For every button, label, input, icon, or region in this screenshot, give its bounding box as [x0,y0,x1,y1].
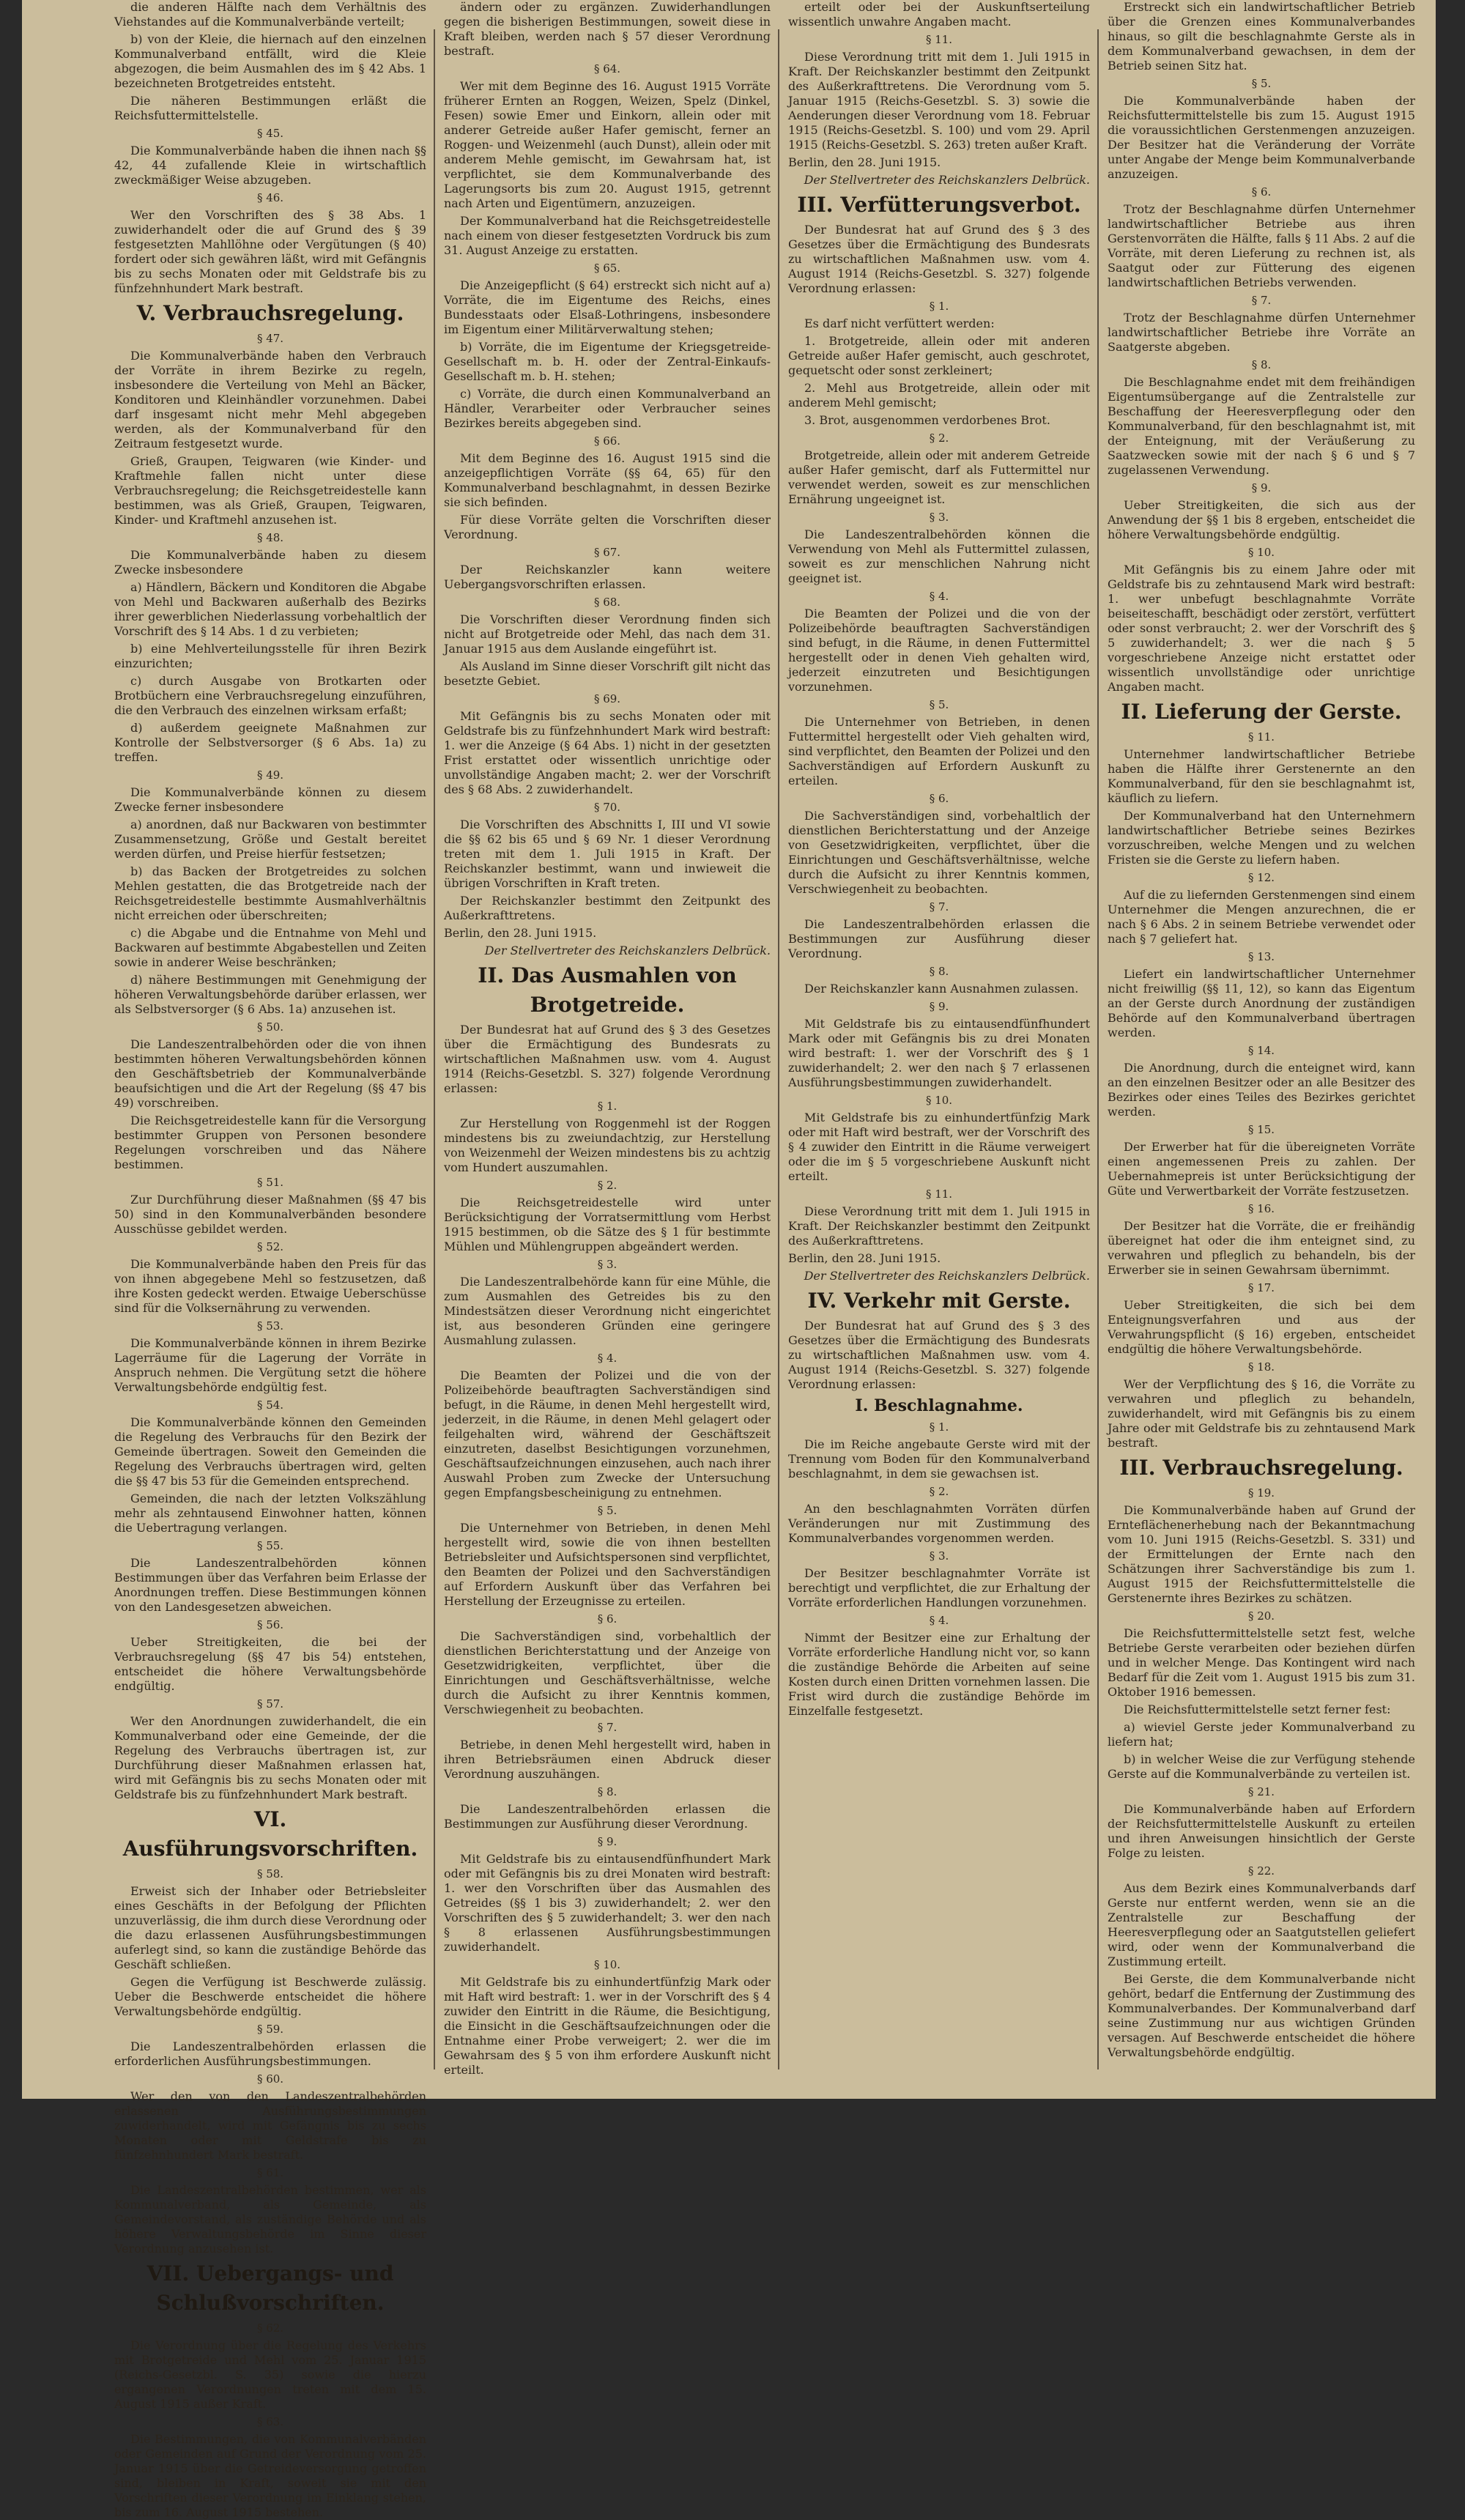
body-paragraph: Wer den von den Landeszentralbehörden erlassenen Ausführungsbestimmungen zuwiderhandelt, wird mit Gefängnis bis zu sechs Monaten oder mit Geldstrafe bis zu fünfzehnhundert Mark bestraft. [114,2089,426,2162]
paragraph-number: § 50. [256,1020,284,1034]
body-paragraph: Der Reichskanzler bestimmt den Zeitpunkt des Außerkrafttretens. [444,894,771,922]
body-paragraph: Die Reichsgetreidestelle wird unter Berücksichtigung der Vorratsermittlung vom Herbst 1915 bestimmen, ob die Sätze des § 1 für bestimmte Mühlen und Mühlengruppen abgeändert werden. [444,1196,771,1253]
body-paragraph: Liefert ein landwirtschaftlicher Unternehmer nicht freiwillig (§§ 11, 12), so kann das Eigentum an der Gerste durch Anordnung der zuständigen Behörde auf den Kommunalverband übertragen werden. [1108,967,1415,1040]
paragraph-number: § 9. [929,1000,949,1013]
body-paragraph: Wer mit dem Beginne des 16. August 1915 Vorräte früherer Ernten an Roggen, Weizen, Spelz (Dinkel, Fesen) sowie Emer und Einkorn, allein oder mit anderer Getreide außer Hafer gemischt, ferner an Roggen- und Weizenmehl (auch Dunst), allein oder mit anderem Mehle gemischt, im Gewahrsam hat, ist verpflichtet, sie dem Kommunalverbande des Lagerungsorts bis zum 20. August 1915, getrennt nach Arten und Eigentümern, anzuzeigen. [444,79,771,210]
body-paragraph: b) eine Mehlverteilungsstelle für ihren Bezirk einzurichten; [114,642,426,670]
body-paragraph: d) außerdem geeignete Maßnahmen zur Kontrolle der Selbstversorger (§ 6 Abs. 1a) zu treffen. [114,721,426,764]
body-paragraph: Die Unternehmer von Betrieben, in denen Futtermittel hergestellt oder Vieh gehalten wird, sind verpflichtet, den Beamten der Polizei und den Sachverständigen auf Erfordern Auskunft zu erteilen. [788,715,1090,788]
dateline: Berlin, den 28. Juni 1915. [788,1251,941,1265]
paragraph-number: § 56. [256,1618,284,1631]
paragraph-number: § 68. [593,596,621,609]
text-column-4 [1108,0,1415,2069]
body-paragraph: Gemeinden, die nach der letzten Volkszählung mehr als zehntausend Einwohner hatten, können die Uebertragung verlangen. [114,1491,426,1535]
body-paragraph: Der Besitzer beschlagnahmter Vorräte ist berechtigt und verpflichtet, die zur Erhaltung der Vorräte erforderlichen Handlungen vorzunehmen. [788,1566,1090,1609]
paragraph-number: § 10. [1247,546,1275,559]
paragraph-number: § 11. [925,1187,953,1201]
body-paragraph: Die Reichsgetreidestelle kann für die Versorgung bestimmter Gruppen von Personen besondere Regelungen vorschreiben und das Nähere bestimmen. [114,1113,426,1171]
body-paragraph: Der Erwerber hat für die übereigneten Vorräte einen angemessenen Preis zu zahlen. Der Uebernahmepreis ist unter Berücksichtigung der Güte und Verwertbarkeit der Vorräte festzusetzen. [1108,1140,1415,1198]
body-paragraph: b) von der Kleie, die hiernach auf den einzelnen Kommunalverband entfällt, wird die Kleie abgezogen, die beim Ausmahlen des im § 42 Abs. 1 bezeichneten Brotgetreides entsteht. [114,32,426,90]
body-paragraph: Der Bundesrat hat auf Grund des § 3 des Gesetzes über die Ermächtigung des Bundesrats zu wirtschaftlichen Maßnahmen usw. vom 4. August 1914 (Reichs-Gesetzbl. S. 327) folgende Verordnung erlassen: [788,223,1090,295]
body-paragraph: Die Kommunalverbände haben den Verbrauch der Vorräte in ihrem Bezirke zu regeln, insbesondere die Verteilung von Mehl an Bäcker, Konditoren und Kleinhändler vorzunehmen. Dabei darf insgesamt nicht mehr Mehl abgegeben werden, als der Kommunalverband für den Zeitraum festgesetzt wurde. [114,349,426,451]
body-paragraph: Die Verordnung über die Regelung des Verkehrs mit Brotgetreide und Mehl vom 25. Januar 1915 (Reichs-Gesetzbl. S. 35) sowie die hierzu ergangenen Verordnungen treten mit dem 15. August 1915 außer Kraft. [114,2338,426,2411]
paragraph-number: § 11. [925,33,953,46]
body-paragraph: Als Ausland im Sinne dieser Vorschrift gilt nicht das besetzte Gebiet. [444,659,771,688]
paragraph-number: § 66. [593,434,621,448]
body-paragraph: b) das Backen der Brotgetreides zu solchen Mehlen gestatten, die das Brotgetreide nach der Reichsgetreidestelle bestimmte Ausmahlverhältnis nicht erreichen oder überschreiten; [114,864,426,922]
paragraph-number: § 9. [1251,481,1272,494]
body-paragraph: Der Besitzer hat die Vorräte, die er freihändig übereignet hat oder die ihm enteignet sind, zu verwahren und pfleglich zu behandeln, bis der Erwerber sie in seinen Gewahrsam übernimmt. [1108,1219,1415,1277]
paragraph-number: § 5. [929,698,949,711]
paragraph-number: § 19. [1247,1486,1275,1500]
body-paragraph: Die Kommunalverbände haben der Reichsfuttermittelstelle bis zum 15. August 1915 die voraussichtlichen Gerstenmengen anzuzeigen. Der Besitzer hat die Veränderung der Vorräte unter Angabe der Menge beim Kommunalverbande anzuzeigen. [1108,94,1415,181]
newspaper-page [22,0,1436,2519]
body-paragraph: Der Reichskanzler kann Ausnahmen zulassen. [804,982,1079,996]
body-paragraph: Brotgetreide, allein oder mit anderem Getreide außer Hafer gemischt, darf als Futtermittel nur verwendet werden, soweit es zur menschlichen Ernährung ungeeignet ist. [788,448,1090,506]
paragraph-number: § 10. [593,1958,621,1971]
body-paragraph: Grieß, Graupen, Teigwaren (wie Kinder- und Kraftmehle fallen nicht unter diese Verbrauchsregelung; die Reichsgetreidestelle kann bestimmen, was als Grieß, Graupen, Teigwaren, Kinder- und Kraftmehl anzusehen ist. [114,454,426,527]
body-paragraph: 3. Brot, ausgenommen verdorbenes Brot. [804,413,1050,427]
paragraph-number: § 53. [256,1319,284,1333]
column-rule [778,29,779,2069]
paragraph-number: § 9. [597,1835,617,1848]
body-paragraph: Mit Geldstrafe bis zu eintausendfünfhundert Mark oder mit Gefängnis bis zu drei Monaten wird bestraft: 1. wer den Vorschriften über das Ausmahlen des Getreides (§§ 1 bis 3) zuwiderhandelt; 2. wer den Vorschriften des § 5 zuwiderhandelt; 3. wer den nach § 8 erlassenen Ausführungsbestimmungen zuwiderhandelt. [444,1852,771,1954]
body-paragraph: Die Landeszentralbehörden oder die von ihnen bestimmten höheren Verwaltungsbehörden können den Geschäftsbetrieb der Kommunalverbände beaufsichtigen und die Art der Regelung (§§ 47 bis 49) vorschreiben. [114,1037,426,1110]
paragraph-number: § 21. [1247,1785,1275,1798]
body-paragraph: a) anordnen, daß nur Backwaren von bestimmter Zusammensetzung, Größe und Gestalt bereitet werden dürfen, und Preise hierfür festsetzen; [114,818,426,861]
paragraph-number: § 48. [256,531,284,544]
body-paragraph: Die Bestimmungen, die von Kommunalverbänden oder Gemeinden auf Grund der Verordnung vom 25. Januar 1915 über die Getreideversorgung getroffen sind, bleiben in Kraft, soweit sie mit den Vorschriften dieser Verordnung im Einklang stehen, bis zum 16. August 1915 bestehen. [114,2432,426,2519]
signature-line: Der Stellvertreter des Reichskanzlers Delbrück. [804,173,1090,187]
body-paragraph: Die Beamten der Polizei und die von der Polizeibehörde beauftragten Sachverständigen sind befugt, in die Räume, in denen Mehl hergestellt wird, jederzeit, in die Räume, in denen Mehl gelagert oder feilgehalten wird, während der Geschäftszeit einzutreten, daselbst Besichtigungen vorzunehmen, Geschäftsaufzeichnungen einzusehen, auch nach ihrer Auswahl Proben zum Zwecke der Untersuchung gegen Empfangsbescheinigung zu entnehmen. [444,1368,771,1500]
body-paragraph: Wer der Verpflichtung des § 16, die Vorräte zu verwahren und pfleglich zu behandeln, zuwiderhandelt, wird mit Gefängnis bis zu einem Jahre oder mit Geldstrafe bis zu zehntausend Mark bestraft. [1108,1377,1415,1450]
body-paragraph: Die Kommunalverbände haben auf Grund der Ernteflächenerhebung nach der Bekanntmachung vom 10. Juni 1915 (Reichs-Gesetzbl. S. 331) und der Ermittelungen der Ernte nach den Schätzungen ihrer Sachverständige bis zum 1. August 1915 der Reichsfuttermittelstelle die Gerstenernte ihres Bezirkes zu schätzen. [1108,1503,1415,1605]
section-heading: II. Das Ausmahlen von Brotgetreide. [478,963,737,1017]
body-paragraph: Der Reichskanzler kann weitere Uebergangsvorschriften erlassen. [444,563,771,591]
body-paragraph: Trotz der Beschlagnahme dürfen Unternehmer landwirtschaftlicher Betriebe aus ihren Gerstenvorräten die Hälfte, falls § 11 Abs. 2 auf die Vorräte, mit deren Lieferung zu rechnen ist, als Saatgut oder zur Fütterung des eigenen landwirtschaftlichen Betriebs verwenden. [1108,202,1415,289]
paragraph-number: § 5. [1251,77,1272,90]
body-paragraph: Mit Geldstrafe bis zu eintausendfünfhundert Mark oder mit Gefängnis bis zu drei Monaten wird bestraft: 1. wer der Vorschrift des § 1 zuwiderhandelt; 2. wer den nach § 7 erlassenen Ausführungsbestimmungen zuwiderhandelt. [788,1017,1090,1089]
body-paragraph: b) Vorräte, die im Eigentume der Kriegsgetreide-Gesellschaft m. b. H. oder der Zentral-Einkaufs-Gesellschaft m. b. H. stehen; [444,340,771,383]
body-paragraph: erteilt oder bei der Auskunftserteilung wissentlich unwahre Angaben macht. [788,0,1090,29]
body-paragraph: b) in welcher Weise die zur Verfügung stehende Gerste auf die Kommunalverbände zu verteilen ist. [1108,1752,1415,1781]
paragraph-number: § 4. [597,1352,617,1365]
paragraph-number: § 47. [256,332,284,345]
paragraph-number: § 6. [597,1612,617,1626]
body-paragraph: Die Kommunalverbände haben den Preis für das von ihnen abgegebene Mehl so festzusetzen, daß ihre Kosten gedeckt werden. Etwaige Ueberschüsse sind für die Volksernährung zu verwenden. [114,1257,426,1315]
paragraph-number: § 67. [593,546,621,559]
body-paragraph: Ueber Streitigkeiten, die bei der Verbrauchsregelung (§§ 47 bis 54) entstehen, entscheidet die höhere Verwaltungsbehörde endgültig. [114,1635,426,1693]
body-paragraph: Die Landeszentralbehörden können Bestimmungen über das Verfahren beim Erlasse der Anordnungen treffen. Diese Bestimmungen können von den Landesgesetzen abweichen. [114,1556,426,1614]
body-paragraph: Die Vorschriften des Abschnitts I, III und VI sowie die §§ 62 bis 65 und § 69 Nr. 1 dieser Verordnung treten mit dem 1. Juli 1915 in Kraft. Der Reichskanzler bestimmt, wann und inwieweit die übrigen Vorschriften in Kraft treten. [444,818,771,890]
body-paragraph: Die Vorschriften dieser Verordnung finden sich nicht auf Brotgetreide oder Mehl, das nach dem 31. Januar 1915 aus dem Auslande eingeführt ist. [444,612,771,656]
signature-line: Der Stellvertreter des Reichskanzlers Delbrück. [804,1269,1090,1283]
paragraph-number: § 8. [929,965,949,978]
body-paragraph: Der Bundesrat hat auf Grund des § 3 des Gesetzes über die Ermächtigung des Bundesrats zu wirtschaftlichen Maßnahmen usw. vom 4. August 1914 (Reichs-Gesetzbl. S. 327) folgende Verordnung erlassen: [444,1023,771,1095]
body-paragraph: Die Kommunalverbände haben auf Erfordern der Reichsfuttermittelstelle Auskunft zu erteilen und ihren Anweisungen hinsichtlich der Gerste Folge zu leisten. [1108,1802,1415,1860]
body-paragraph: Unternehmer landwirtschaftlicher Betriebe haben die Hälfte ihrer Gerstenernte an den Kommunalverband, für den sie beschlagnahmt ist, käuflich zu liefern. [1108,747,1415,805]
dateline: Berlin, den 28. Juni 1915. [788,155,941,169]
body-paragraph: Mit Geldstrafe bis zu einhundertfünfzig Mark oder mit Haft wird bestraft: 1. wer in der Vorschrift des § 4 zuwider den Eintritt in die Räume, die Besichtigung, die Einsicht in die Geschäftsaufzeichnungen oder die Entnahme einer Probe verweigert; 2. wer die im Gewahrsam des § 5 von ihm erfordere Auskunft nicht erteilt. [444,1975,771,2077]
dateline: Berlin, den 28. Juni 1915. [444,926,597,940]
paragraph-number: § 55. [256,1539,284,1552]
paragraph-number: § 64. [593,62,621,75]
paragraph-number: § 70. [593,801,621,814]
body-paragraph: Die Kommunalverbände können in ihrem Bezirke Lagerräume für die Lagerung der Vorräte in Anspruch nehmen. Die Vergütung setzt die höhere Verwaltungsbehörde endgültig fest. [114,1336,426,1394]
paragraph-number: § 22. [1247,1864,1275,1878]
section-heading: III. Verbrauchsregelung. [1119,1456,1403,1480]
text-column-2 [444,0,771,2077]
body-paragraph: Ueber Streitigkeiten, die sich aus der Anwendung der §§ 1 bis 8 ergeben, entscheidet die höhere Verwaltungsbehörde endgültig. [1108,498,1415,541]
paragraph-number: § 2. [929,431,949,445]
paragraph-number: § 2. [597,1179,617,1192]
body-paragraph: Aus dem Bezirk eines Kommunalverbands darf Gerste nur entfernt werden, wenn sie an die Zentralstelle zur Beschaffung der Heeresverpflegung oder an Saatgutstellen geliefert wird, oder wenn der Kommunalverband die Zustimmung erteilt. [1108,1881,1415,1968]
paragraph-number: § 10. [925,1094,953,1107]
paragraph-number: § 4. [929,590,949,603]
paragraph-number: § 16. [1247,1202,1275,1215]
body-paragraph: Die Beschlagnahme endet mit dem freihändigen Eigentumsübergange auf die Zentralstelle zur Beschaffung der Heeresverpflegung oder den Kommunalverband, für den beschlagnahmt ist, mit der Enteignung, mit der Veräußerung zu Saatzwecken sowie mit der nach § 6 und § 7 zugelassenen Verwendung. [1108,375,1415,477]
body-paragraph: Bei Gerste, die dem Kommunalverbande nicht gehört, bedarf die Entfernung der Zustimmung des Kommunalverbandes. Der Kommunalverband darf seine Zustimmung nur aus wichtigen Gründen versagen. Auf Beschwerde entscheidet die höhere Verwaltungsbehörde endgültig. [1108,1972,1415,2059]
paragraph-number: § 1. [929,1420,949,1434]
paragraph-number: § 62. [256,2321,284,2335]
body-paragraph: Mit Gefängnis bis zu sechs Monaten oder mit Geldstrafe bis zu fünfzehnhundert Mark wird bestraft: 1. wer die Anzeige (§ 64 Abs. 1) nicht in der gesetzten Frist erstattet oder wissentlich unrichtige oder unvollständige Angaben macht; 2. wer der Vorschrift des § 68 Abs. 2 zuwiderhandelt. [444,709,771,796]
body-paragraph: a) wieviel Gerste jeder Kommunalverband zu liefern hat; [1108,1720,1415,1749]
body-paragraph: Die Landeszentralbehörden erlassen die Bestimmungen zur Ausführung dieser Verordnung. [444,1802,771,1831]
paragraph-number: § 11. [1247,730,1275,744]
text-column-1 [114,0,426,2519]
body-paragraph: Die Reichsfuttermittelstelle setzt fest, welche Betriebe Gerste verarbeiten oder beziehen dürfen und in welcher Menge. Das Kontingent wird nach Bedarf für die Zeit vom 1. August 1915 bis zum 31. Oktober 1916 bemessen. [1108,1626,1415,1699]
body-paragraph: c) die Abgabe und die Entnahme von Mehl und Backwaren auf bestimmte Abgabestellen und Zeiten sowie in anderer Weise beschränken; [114,926,426,969]
paragraph-number: § 52. [256,1240,284,1253]
body-paragraph: Zur Herstellung von Roggenmehl ist der Roggen mindestens bis zu zweiundachtzig, zur Herstellung von Weizenmehl der Weizen mindestens bis zu achtzig vom Hundert auszumahlen. [444,1116,771,1174]
body-paragraph: Die Anordnung, durch die enteignet wird, kann an den einzelnen Besitzer oder an alle Besitzer des Bezirkes oder eines Teiles des Bezirkes gerichtet werden. [1108,1061,1415,1119]
paragraph-number: § 63. [256,2415,284,2428]
body-paragraph: 2. Mehl aus Brotgetreide, allein oder mit anderem Mehl gemischt; [788,381,1090,410]
body-paragraph: Die Unternehmer von Betrieben, in denen Mehl hergestellt wird, sowie die von ihnen bestellten Betriebsleiter und Aufsichtspersonen sind verpflichtet, den Beamten der Polizei und den Sachverständigen auf Erfordern Auskunft über das Verfahren bei Herstellung der Erzeugnisse zu erteilen. [444,1521,771,1608]
body-paragraph: Die Kommunalverbände haben zu diesem Zwecke insbesondere [114,548,426,577]
paragraph-number: § 49. [256,768,284,782]
paragraph-number: § 54. [256,1398,284,1412]
paragraph-number: § 4. [929,1614,949,1627]
body-paragraph: Die Landeszentralbehörden bestimmen, wer als Kommunalverband, als Gemeinde, als Gemeindevorstand, als zuständige Behörde und als höhere Verwaltungsbehörde im Sinne dieser Verordnung anzusehen ist. [114,2183,426,2256]
body-paragraph: Diese Verordnung tritt mit dem 1. Juli 1915 in Kraft. Der Reichskanzler bestimmt den Zeitpunkt des Außerkrafttretens. Die Verordnung vom 5. Januar 1915 (Reichs-Gesetzbl. S. 3) sowie die Aenderungen dieser Verordnung vom 18. Februar 1915 (Reichs-Gesetzbl. S. 100) und vom 29. April 1915 (Reichs-Gesetzbl. S. 263) treten außer Kraft. [788,50,1090,152]
paragraph-number: § 7. [929,900,949,914]
body-paragraph: Ueber Streitigkeiten, die sich bei dem Enteignungsverfahren und aus der Verwahrungspflicht (§ 16) ergeben, entscheidet endgültig die höhere Verwaltungsbehörde. [1108,1298,1415,1356]
paragraph-number: § 46. [256,191,284,204]
paragraph-number: § 18. [1247,1360,1275,1374]
body-paragraph: Wer den Anordnungen zuwiderhandelt, die ein Kommunalverband oder eine Gemeinde, der die Regelung des Verbrauchs übertragen ist, zur Durchführung dieser Maßnahmen erlassen hat, wird mit Gefängnis bis zu sechs Monaten oder mit Geldstrafe bis zu fünfzehnhundert Mark bestraft. [114,1714,426,1801]
section-heading: VII. Uebergangs- und Schlußvorschriften. [146,2261,394,2315]
paragraph-number: § 14. [1247,1044,1275,1057]
section-heading: III. Verfütterungsverbot. [797,193,1081,217]
body-paragraph: Die Anzeigepflicht (§ 64) erstreckt sich nicht auf a) Vorräte, die im Eigentume des Reichs, eines Bundesstaats oder Elsaß-Lothringens, insbesondere im Eigentum einer Militärverwaltung stehen; [444,278,771,336]
paragraph-number: § 1. [597,1100,617,1113]
paragraph-number: § 59. [256,2023,284,2036]
column-rule [434,29,435,2069]
paragraph-number: § 12. [1247,871,1275,884]
paragraph-number: § 3. [929,1549,949,1563]
body-paragraph: Mit Gefängnis bis zu einem Jahre oder mit Geldstrafe bis zu zehntausend Mark wird bestraft: 1. wer unbefugt beschlagnahmte Vorräte beiseiteschafft, beschädigt oder zerstört, verfüttert oder sonst verbraucht; 2. wer der Vorschrift des § 5 zuwiderhandelt; 3. wer die nach § 5 vorgeschriebene Anzeige nicht erstattet oder wissentlich unvollständige oder unrichtige Angaben macht. [1108,563,1415,694]
body-paragraph: Für diese Vorräte gelten die Vorschriften dieser Verordnung. [444,513,771,541]
body-paragraph: die anderen Hälfte nach dem Verhältnis des Viehstandes auf die Kommunalverbände verteilt; [114,0,426,29]
paragraph-number: § 45. [256,127,284,140]
paragraph-number: § 1. [929,300,949,313]
paragraph-number: § 8. [597,1785,617,1798]
body-paragraph: Die Kommunalverbände haben die ihnen nach §§ 42, 44 zufallende Kleie in wirtschaftlich zweckmäßiger Weise abzugeben. [114,144,426,187]
paragraph-number: § 5. [597,1504,617,1517]
body-paragraph: Auf die zu liefernden Gerstenmengen sind einem Unternehmer die Mengen anzurechnen, die er nach § 6 Abs. 2 in seinem Betriebe verwendet oder nach § 7 geliefert hat. [1108,888,1415,946]
body-paragraph: Die Landeszentralbehörden erlassen die Bestimmungen zur Ausführung dieser Verordnung. [788,917,1090,960]
section-heading: IV. Verkehr mit Gerste. [807,1289,1071,1313]
body-paragraph: Die Landeszentralbehörden erlassen die erforderlichen Ausführungsbestimmungen. [114,2039,426,2068]
body-paragraph: c) Vorräte, die durch einen Kommunalverband an Händler, Verarbeiter oder Verbraucher seines Bezirkes bereits abgegeben sind. [444,387,771,430]
body-paragraph: Der Kommunalverband hat den Unternehmern landwirtschaftlicher Betriebe seines Bezirkes vorzuschreiben, welche Mengen und zu welchen Fristen sie die Gerste zu liefern haben. [1108,809,1415,867]
body-paragraph: Nimmt der Besitzer eine zur Erhaltung der Vorräte erforderliche Handlung nicht vor, so kann die zuständige Behörde die Arbeiten auf seine Kosten durch einen Dritten vornehmen lassen. Die Frist wird durch die zuständige Behörde im Einzelfalle festgesetzt. [788,1631,1090,1718]
body-paragraph: Mit Geldstrafe bis zu einhundertfünfzig Mark oder mit Haft wird bestraft, wer der Vorschrift des § 4 zuwider den Eintritt in die Räume verweigert oder die im § 5 vorgeschriebene Auskunft nicht erteilt. [788,1111,1090,1183]
body-paragraph: d) nähere Bestimmungen mit Genehmigung der höheren Verwaltungsbehörde darüber erlassen, wer als Selbstversorger (§ 6 Abs. 1a) anzusehen ist. [114,973,426,1016]
paragraph-number: § 60. [256,2072,284,2086]
paragraph-number: § 3. [597,1258,617,1271]
body-paragraph: Die Sachverständigen sind, vorbehaltlich der dienstlichen Berichterstattung und der Anzeige von Gesetzwidrigkeiten, verpflichtet, über die Einrichtungen und Geschäftsverhältnisse, welche durch die Aufsicht zu ihrer Kenntnis kommen, Verschwiegenheit zu beobachten. [444,1629,771,1716]
body-paragraph: Die Kommunalverbände können den Gemeinden die Regelung des Verbrauchs für den Bezirk der Gemeinde übertragen. Soweit den Gemeinden die Regelung des Verbrauchs übertragen wird, gelten die §§ 47 bis 53 für die Gemeinden entsprechend. [114,1415,426,1488]
body-paragraph: Der Kommunalverband hat die Reichsgetreidestelle nach einem von dieser festgesetzten Vordruck bis zum 31. August Anzeige zu erstatten. [444,214,771,257]
body-paragraph: Betriebe, in denen Mehl hergestellt wird, haben in ihren Betriebsräumen einen Abdruck dieser Verordnung auszuhängen. [444,1738,771,1781]
body-paragraph: c) durch Ausgabe von Brotkarten oder Brotbüchern eine Verbrauchsregelung einzuführen, die den Verbrauch des einzelnen wirksam erfaßt; [114,674,426,717]
body-paragraph: Diese Verordnung tritt mit dem 1. Juli 1915 in Kraft. Der Reichskanzler bestimmt den Zeitpunkt des Außerkrafttretens. [788,1204,1090,1248]
body-paragraph: Zur Durchführung dieser Maßnahmen (§§ 47 bis 50) sind in den Kommunalverbänden besondere Ausschüsse gebildet werden. [114,1193,426,1236]
subsection-heading: I. Beschlagnahme. [855,1396,1023,1415]
body-paragraph: Erweist sich der Inhaber oder Betriebsleiter eines Geschäfts in der Befolgung der Pflichten unzuverlässig, die ihm durch diese Verordnung oder die dazu erlassenen Ausführungsbestimmungen auferlegt sind, so kann die zuständige Behörde das Geschäft schließen. [114,1884,426,1971]
paragraph-number: § 8. [1251,358,1272,371]
paragraph-number: § 17. [1247,1281,1275,1294]
paragraph-number: § 13. [1247,950,1275,963]
paragraph-number: § 57. [256,1697,284,1711]
body-paragraph: Trotz der Beschlagnahme dürfen Unternehmer landwirtschaftlicher Betriebe ihre Vorräte an Saatgerste abgeben. [1108,311,1415,354]
body-paragraph: Erstreckt sich ein landwirtschaftlicher Betrieb über die Grenzen eines Kommunalverbandes hinaus, so gilt die beschlagnahmte Gerste als in dem Kommunalverband gewachsen, in dem der Betrieb seinen Sitz hat. [1108,0,1415,73]
body-paragraph: Mit dem Beginne des 16. August 1915 sind die anzeigepflichtigen Vorräte (§§ 64, 65) für den Kommunalverband beschlagnahmt, in dessen Bezirke sie sich befinden. [444,451,771,509]
paragraph-number: § 6. [929,792,949,805]
body-paragraph: 1. Brotgetreide, allein oder mit anderen Getreide außer Hafer gemischt, auch geschrotet, gequetscht oder sonst zerkleinert; [788,334,1090,377]
section-heading: V. Verbrauchsregelung. [136,301,404,325]
body-paragraph: Die Kommunalverbände können zu diesem Zwecke ferner insbesondere [114,785,426,814]
signature-line: Der Stellvertreter des Reichskanzlers Delbrück. [484,944,771,957]
body-paragraph: Die Beamten der Polizei und die von der Polizeibehörde beauftragten Sachverständigen sind befugt, in die Räume, in denen Futtermittel hergestellt oder in denen Vieh gehalten wird, jederzeit einzutreten und Besichtigungen vorzunehmen. [788,607,1090,694]
paragraph-number: § 7. [1251,294,1272,307]
body-paragraph: Die Landeszentralbehörden können die Verwendung von Mehl als Futtermittel zulassen, soweit es zur menschlichen Nahrung nicht geeignet ist. [788,527,1090,585]
body-paragraph: Der Bundesrat hat auf Grund des § 3 des Gesetzes über die Ermächtigung des Bundesrats zu wirtschaftlichen Maßnahmen usw. vom 4. August 1914 (Reichs-Gesetzbl. S. 327) folgende Verordnung erlassen: [788,1319,1090,1391]
paragraph-number: § 58. [256,1867,284,1880]
paragraph-number: § 15. [1247,1123,1275,1136]
body-paragraph: Die näheren Bestimmungen erläßt die Reichsfuttermittelstelle. [114,94,426,122]
paragraph-number: § 69. [593,692,621,705]
body-paragraph: Die Landeszentralbehörde kann für eine Mühle, die zum Ausmahlen des Getreides bis zu den Mindestsätzen dieser Verordnung nicht eingerichtet ist, aus besonderen Gründen eine geringere Ausmahlung zulassen. [444,1275,771,1347]
body-paragraph: Die im Reiche angebaute Gerste wird mit der Trennung vom Boden für den Kommunalverband beschlagnahmt, in dem sie gewachsen ist. [788,1437,1090,1480]
paragraph-number: § 6. [1251,185,1272,199]
paragraph-number: § 61. [256,2166,284,2179]
paragraph-number: § 51. [256,1176,284,1189]
body-paragraph: Die Sachverständigen sind, vorbehaltlich der dienstlichen Berichterstattung und der Anzeige von Gesetzwidrigkeiten, verpflichtet, über die Einrichtungen und Geschäftsverhältnisse, welche durch die Aufsicht zu ihrer Kenntnis kommen, Verschwiegenheit zu beobachten. [788,809,1090,896]
body-paragraph: Es darf nicht verfüttert werden: [804,316,995,330]
section-heading: II. Lieferung der Gerste. [1121,700,1402,724]
section-heading: VI. Ausführungsvorschriften. [122,1807,418,1861]
body-paragraph: Gegen die Verfügung ist Beschwerde zulässig. Ueber die Beschwerde entscheidet die höhere Verwaltungsbehörde endgültig. [114,1975,426,2018]
body-paragraph: Wer den Vorschriften des § 38 Abs. 1 zuwiderhandelt oder die auf Grund des § 39 festgesetzten Mahllöhne oder Vergütungen (§ 40) fordert oder sich gewähren läßt, wird mit Gefängnis bis zu sechs Monaten oder mit Geldstrafe bis zu fünfzehnhundert Mark bestraft. [114,208,426,295]
paragraph-number: § 3. [929,511,949,524]
body-paragraph: a) Händlern, Bäckern und Konditoren die Abgabe von Mehl und Backwaren außerhalb des Bezirks ihrer gewerblichen Niederlassung vorbehaltlich der Vorschrift des § 14 Abs. 1 d zu verbieten; [114,580,426,638]
body-paragraph: ändern oder zu ergänzen. Zuwiderhandlungen gegen die bisherigen Bestimmungen, soweit diese in Kraft bleiben, werden nach § 57 dieser Verordnung bestraft. [444,0,771,58]
paragraph-number: § 2. [929,1485,949,1498]
paragraph-number: § 65. [593,262,621,275]
body-paragraph: Die Reichsfuttermittelstelle setzt ferner fest: [1124,1702,1391,1716]
body-paragraph: An den beschlagnahmten Vorräten dürfen Veränderungen nur mit Zustimmung des Kommunalverbandes vorgenommen werden. [788,1502,1090,1545]
paragraph-number: § 20. [1247,1609,1275,1623]
paragraph-number: § 7. [597,1721,617,1734]
text-column-3 [788,0,1090,2069]
column-rule [1097,29,1099,2069]
